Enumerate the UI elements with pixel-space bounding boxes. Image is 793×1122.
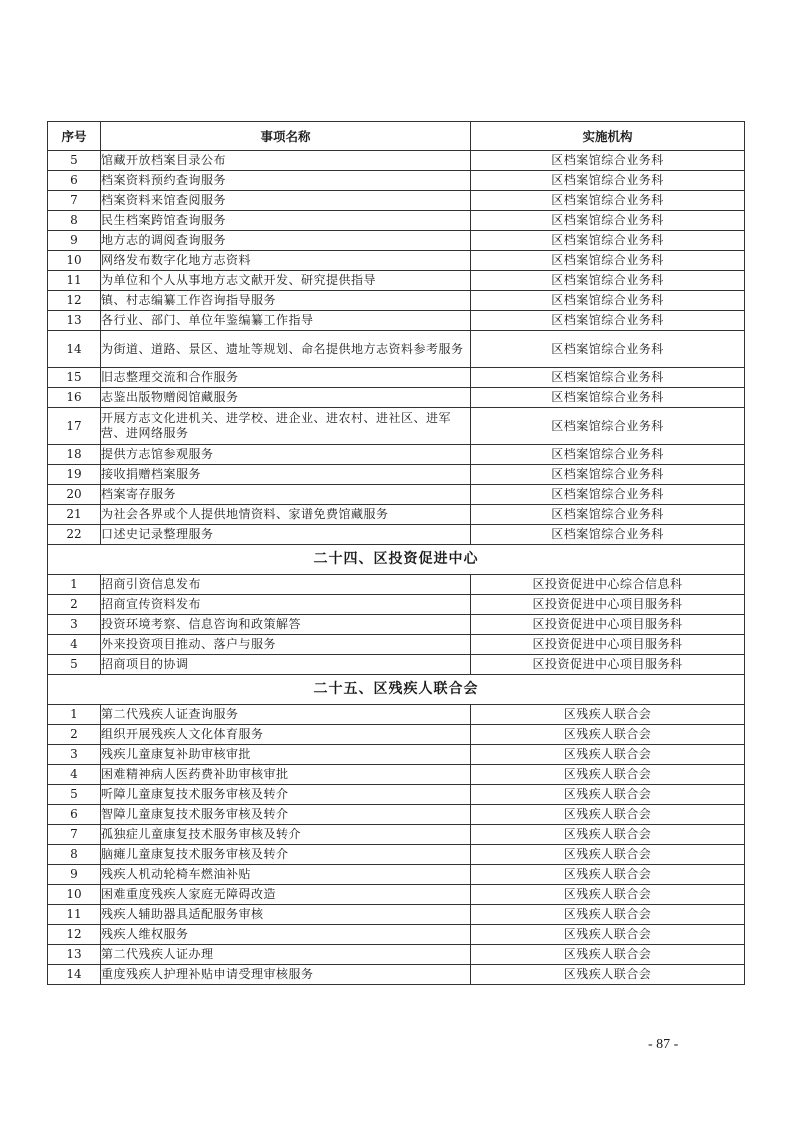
service-items-table [47, 121, 745, 985]
table-row [48, 291, 745, 311]
implementing-org: 区档案馆综合业务科 [471, 171, 745, 191]
item-name: 投资环境考察、信息咨询和政策解答 [101, 615, 471, 635]
table-row [48, 485, 745, 505]
implementing-org: 区投资促进中心项目服务科 [471, 655, 745, 675]
row-number: 6 [48, 805, 101, 825]
implementing-org: 区投资促进中心项目服务科 [471, 595, 745, 615]
table-row [48, 705, 745, 725]
item-name: 档案资料预约查询服务 [101, 171, 471, 191]
item-name: 地方志的调阅查询服务 [101, 231, 471, 251]
implementing-org: 区档案馆综合业务科 [471, 191, 745, 211]
header-no: 序号 [48, 122, 101, 151]
item-name: 镇、村志编纂工作咨询指导服务 [101, 291, 471, 311]
table-row [48, 311, 745, 331]
row-number: 9 [48, 231, 101, 251]
table-row [48, 655, 745, 675]
item-name: 旧志整理交流和合作服务 [101, 368, 471, 388]
implementing-org: 区档案馆综合业务科 [471, 151, 745, 171]
row-number: 10 [48, 251, 101, 271]
item-name: 为社会各界或个人提供地情资料、家谱免费馆藏服务 [101, 505, 471, 525]
item-name: 脑瘫儿童康复技术服务审核及转介 [101, 845, 471, 865]
table-row [48, 231, 745, 251]
implementing-org: 区残疾人联合会 [471, 745, 745, 765]
implementing-org: 区档案馆综合业务科 [471, 311, 745, 331]
row-number: 17 [48, 408, 101, 445]
implementing-org: 区档案馆综合业务科 [471, 271, 745, 291]
table-row [48, 765, 745, 785]
implementing-org: 区档案馆综合业务科 [471, 231, 745, 251]
row-number: 4 [48, 635, 101, 655]
item-name: 第二代残疾人证查询服务 [101, 705, 471, 725]
row-number: 8 [48, 845, 101, 865]
section-title: 二十四、区投资促进中心 [48, 545, 745, 575]
item-name: 重度残疾人护理补贴申请受理审核服务 [101, 965, 471, 985]
item-name: 民生档案跨馆查询服务 [101, 211, 471, 231]
row-number: 1 [48, 705, 101, 725]
implementing-org: 区残疾人联合会 [471, 705, 745, 725]
implementing-org: 区档案馆综合业务科 [471, 251, 745, 271]
section-heading-row [48, 675, 745, 705]
row-number: 18 [48, 445, 101, 465]
row-number: 16 [48, 388, 101, 408]
implementing-org: 区档案馆综合业务科 [471, 388, 745, 408]
implementing-org: 区残疾人联合会 [471, 965, 745, 985]
item-name: 组织开展残疾人文化体育服务 [101, 725, 471, 745]
table-row [48, 388, 745, 408]
table-row [48, 465, 745, 485]
item-name: 口述史记录整理服务 [101, 525, 471, 545]
header-name: 事项名称 [101, 122, 471, 151]
table-row [48, 331, 745, 368]
item-name: 接收捐赠档案服务 [101, 465, 471, 485]
item-name: 提供方志馆参观服务 [101, 445, 471, 465]
item-name: 外来投资项目推动、落户与服务 [101, 635, 471, 655]
row-number: 10 [48, 885, 101, 905]
item-name: 为街道、道路、景区、遗址等规划、命名提供地方志资料参考服务 [101, 331, 471, 368]
table-row [48, 151, 745, 171]
row-number: 11 [48, 905, 101, 925]
table-row [48, 615, 745, 635]
item-name: 残疾人辅助器具适配服务审核 [101, 905, 471, 925]
row-number: 5 [48, 151, 101, 171]
row-number: 5 [48, 785, 101, 805]
row-number: 19 [48, 465, 101, 485]
table-row [48, 745, 745, 765]
item-name: 第二代残疾人证办理 [101, 945, 471, 965]
item-name: 困难精神病人医药费补助审核审批 [101, 765, 471, 785]
implementing-org: 区投资促进中心项目服务科 [471, 635, 745, 655]
implementing-org: 区档案馆综合业务科 [471, 211, 745, 231]
item-name: 智障儿童康复技术服务审核及转介 [101, 805, 471, 825]
section-title: 二十五、区残疾人联合会 [48, 675, 745, 705]
row-number: 14 [48, 331, 101, 368]
item-name: 馆藏开放档案目录公布 [101, 151, 471, 171]
implementing-org: 区档案馆综合业务科 [471, 408, 745, 445]
item-name: 网络发布数字化地方志资料 [101, 251, 471, 271]
item-name: 招商引资信息发布 [101, 575, 471, 595]
item-name: 档案资料来馆查阅服务 [101, 191, 471, 211]
row-number: 11 [48, 271, 101, 291]
item-name: 招商项目的协调 [101, 655, 471, 675]
table-header-row [48, 122, 745, 151]
item-name: 为单位和个人从事地方志文献开发、研究提供指导 [101, 271, 471, 291]
row-number: 6 [48, 171, 101, 191]
row-number: 15 [48, 368, 101, 388]
row-number: 12 [48, 291, 101, 311]
item-name: 孤独症儿童康复技术服务审核及转介 [101, 825, 471, 845]
item-name: 残疾儿童康复补助审核审批 [101, 745, 471, 765]
table-row [48, 905, 745, 925]
row-number: 2 [48, 725, 101, 745]
row-number: 4 [48, 765, 101, 785]
row-number: 3 [48, 745, 101, 765]
implementing-org: 区残疾人联合会 [471, 805, 745, 825]
implementing-org: 区档案馆综合业务科 [471, 485, 745, 505]
implementing-org: 区残疾人联合会 [471, 765, 745, 785]
table-row [48, 575, 745, 595]
row-number: 3 [48, 615, 101, 635]
implementing-org: 区档案馆综合业务科 [471, 525, 745, 545]
row-number: 8 [48, 211, 101, 231]
row-number: 20 [48, 485, 101, 505]
item-name: 残疾人机动轮椅车燃油补贴 [101, 865, 471, 885]
page-number: - 87 - [648, 1037, 679, 1052]
table-row [48, 368, 745, 388]
row-number: 9 [48, 865, 101, 885]
implementing-org: 区投资促进中心综合信息科 [471, 575, 745, 595]
implementing-org: 区残疾人联合会 [471, 785, 745, 805]
row-number: 12 [48, 925, 101, 945]
row-number: 7 [48, 825, 101, 845]
table-row [48, 595, 745, 615]
item-name: 招商宣传资料发布 [101, 595, 471, 615]
section-heading-row [48, 545, 745, 575]
implementing-org: 区档案馆综合业务科 [471, 465, 745, 485]
table-row [48, 505, 745, 525]
table-row [48, 845, 745, 865]
table-row [48, 785, 745, 805]
table-row [48, 865, 745, 885]
table-row [48, 725, 745, 745]
implementing-org: 区档案馆综合业务科 [471, 291, 745, 311]
item-name: 困难重度残疾人家庭无障碍改造 [101, 885, 471, 905]
implementing-org: 区残疾人联合会 [471, 925, 745, 945]
implementing-org: 区残疾人联合会 [471, 825, 745, 845]
row-number: 1 [48, 575, 101, 595]
implementing-org: 区投资促进中心项目服务科 [471, 615, 745, 635]
row-number: 14 [48, 965, 101, 985]
row-number: 21 [48, 505, 101, 525]
table-row [48, 805, 745, 825]
header-org: 实施机构 [471, 122, 745, 151]
item-name: 听障儿童康复技术服务审核及转介 [101, 785, 471, 805]
row-number: 2 [48, 595, 101, 615]
implementing-org: 区残疾人联合会 [471, 865, 745, 885]
implementing-org: 区残疾人联合会 [471, 945, 745, 965]
implementing-org: 区残疾人联合会 [471, 905, 745, 925]
table-row [48, 925, 745, 945]
table-row [48, 271, 745, 291]
implementing-org: 区残疾人联合会 [471, 885, 745, 905]
table-row [48, 251, 745, 271]
item-name: 残疾人维权服务 [101, 925, 471, 945]
table-row [48, 635, 745, 655]
table-row [48, 211, 745, 231]
table-row [48, 885, 745, 905]
item-name: 各行业、部门、单位年鉴编纂工作指导 [101, 311, 471, 331]
implementing-org: 区残疾人联合会 [471, 845, 745, 865]
item-name: 志鉴出版物赠阅馆藏服务 [101, 388, 471, 408]
row-number: 7 [48, 191, 101, 211]
table-row [48, 525, 745, 545]
table-row [48, 191, 745, 211]
table-row [48, 825, 745, 845]
implementing-org: 区档案馆综合业务科 [471, 368, 745, 388]
row-number: 13 [48, 945, 101, 965]
table-row [48, 945, 745, 965]
table-row [48, 445, 745, 465]
implementing-org: 区残疾人联合会 [471, 725, 745, 745]
table-row [48, 408, 745, 445]
row-number: 22 [48, 525, 101, 545]
item-name: 档案寄存服务 [101, 485, 471, 505]
table-body [48, 151, 745, 985]
implementing-org: 区档案馆综合业务科 [471, 445, 745, 465]
implementing-org: 区档案馆综合业务科 [471, 505, 745, 525]
item-name: 开展方志文化进机关、进学校、进企业、进农村、进社区、进军营、进网络服务 [101, 408, 471, 445]
implementing-org: 区档案馆综合业务科 [471, 331, 745, 368]
table-row [48, 965, 745, 985]
row-number: 5 [48, 655, 101, 675]
row-number: 13 [48, 311, 101, 331]
table-row [48, 171, 745, 191]
